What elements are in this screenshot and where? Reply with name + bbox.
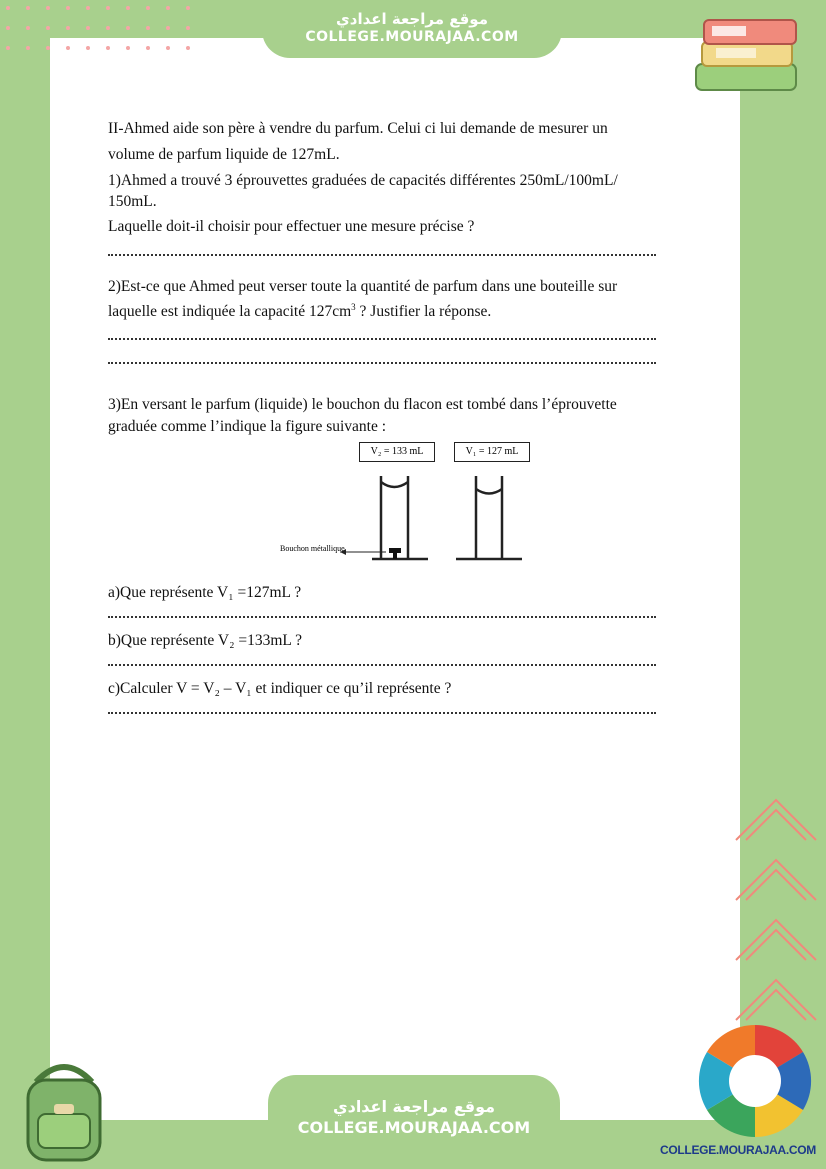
question-1-line-3: Laquelle doit-il choisir pour effectuer une mesure précise ? (108, 218, 475, 235)
label-v1: V₁ = 127 mL (454, 442, 530, 462)
question-2-text-b: ? Justifier la réponse. (355, 303, 492, 321)
question-a: a)Que représente V₁ =127mL ? (108, 584, 302, 601)
footer-banner (268, 1075, 560, 1169)
stopper-label: Bouchon métallique (280, 544, 345, 553)
question-2-line-1: 2)Est-ce que Ahmed peut verser toute la quantité de parfum dans une bouteille sur (108, 278, 618, 295)
books-icon (692, 12, 804, 98)
header-arabic-title: موقع مراجعة اعدادي (336, 10, 488, 28)
label-v2: V₂ = 133 mL (359, 442, 435, 462)
subjects-wheel-logo-icon (696, 1022, 814, 1140)
header-site-link[interactable]: COLLEGE.MOURAJAA.COM (305, 29, 519, 45)
chevron-decoration-icon (730, 790, 820, 1040)
answer-line[interactable] (108, 338, 656, 340)
question-2-exponent: 3 (351, 302, 356, 312)
answer-line[interactable] (108, 616, 656, 618)
footer-site-link[interactable]: COLLEGE.MOURAJAA.COM (297, 1118, 531, 1137)
answer-line[interactable] (108, 362, 656, 364)
question-1-line-1: 1)Ahmed a trouvé 3 éprouvettes graduées de capacités différentes 250mL/100mL/ (108, 172, 618, 189)
question-3-line-1: 3)En versant le parfum (liquide) le bouchon du flacon est tombé dans l’éprouvette (108, 396, 617, 413)
backpack-icon (14, 1052, 114, 1164)
intro-line-2: volume de parfum liquide de 127mL. (108, 146, 340, 163)
footer-arabic-title: موقع مراجعة اعدادي (332, 1097, 496, 1116)
answer-line[interactable] (108, 664, 656, 666)
question-2-text-a: laquelle est indiquée la capacité 127cm (108, 303, 352, 321)
question-3-line-2: graduée comme l’indique la figure suivante : (108, 418, 387, 435)
question-2-line-2 (108, 302, 491, 321)
intro-line-1: II-Ahmed aide son père à vendre du parfum. Celui ci lui demande de mesurer un (108, 120, 608, 137)
answer-line[interactable] (108, 254, 656, 256)
answer-line[interactable] (108, 712, 656, 714)
logo-brand-text: COLLEGE.MOURAJAA.COM (660, 1143, 817, 1157)
decorative-dots (0, 0, 200, 60)
header-banner (262, 0, 562, 58)
question-b: b)Que représente V₂ =133mL ? (108, 632, 303, 649)
question-c: c)Calculer V = V₂ – V₁ et indiquer ce qu’il représente ? (108, 680, 452, 697)
question-1-line-2: 150mL. (108, 193, 157, 210)
cylinder-figure (280, 440, 540, 565)
